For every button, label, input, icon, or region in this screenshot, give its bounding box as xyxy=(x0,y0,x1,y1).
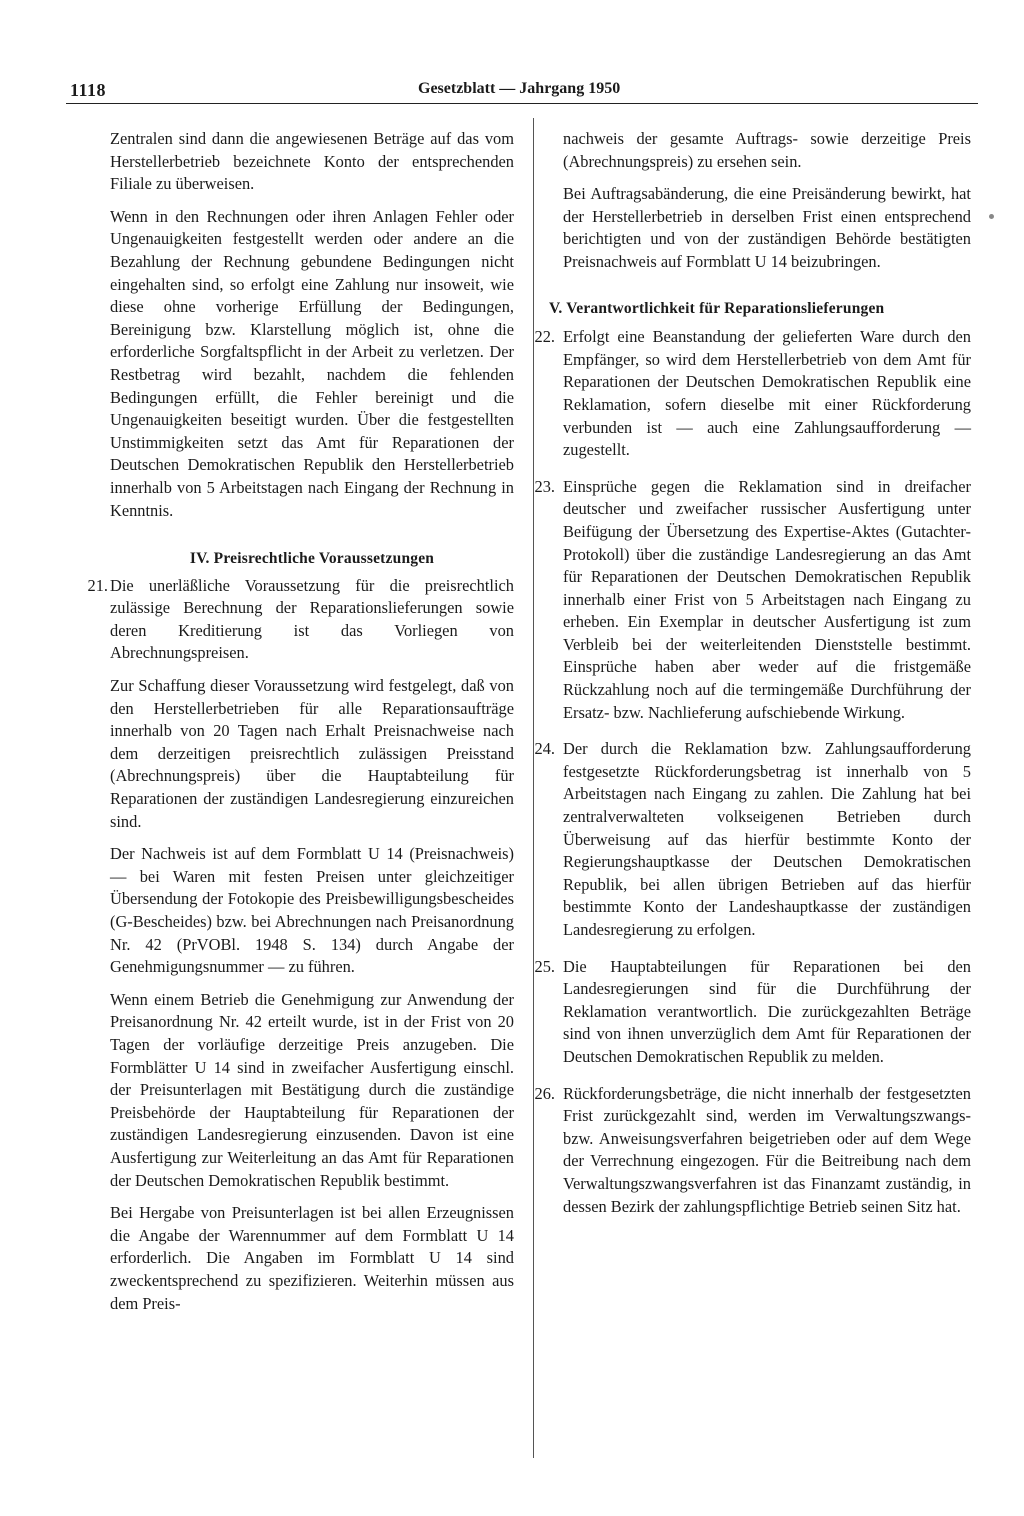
paragraph: nachweis der gesamte Auftrags- sowie derzeitige Preis (Abrechnungspreis) zu ersehen sein. xyxy=(563,129,971,171)
paragraph: Einsprüche gegen die Reklamation sind in dreifacher deutscher und zweifacher russischer Ausfertigung unter Beifügung der Übersetzung des Expertise-Aktes (Gutachter-Protokoll) über die zuständige Landesregierung an das Amt für Reparationen der Deutschen Demokratischen Republik innerhalb einer Frist von 5 Arbeitstagen nach Eingang zu erheben. Ein Exemplar in deutscher Ausfertigung ist zum Verbleib bei der weiterleitenden Dienststelle bestimmt. Einsprüche haben aber weder auf die fristgemäße Rückzahlung noch auf die termingemäße Durchführung der Ersatz- bzw. Nachlieferung aufschiebende Wirkung. xyxy=(563,476,971,722)
paragraph: Zur Schaffung dieser Voraussetzung wird festgelegt, daß von den Herstellerbetrieben für alle Reparationsaufträge innerhalb von 20 Tagen nach Erhalt Preisnachweise nach dem derzeitigen preisrechtlich zulässigen Preisstand (Abrechnungspreis) über die Hauptabteilung für Reparationen der zuständigen Landesregierung einzureichen sind. xyxy=(110,676,514,831)
item-body xyxy=(563,738,971,941)
paragraph: Bei Hergabe von Preisunterlagen ist bei allen Erzeugnissen die Angabe der Warennummer auf dem Formblatt U 14 erforderlich. Die Angaben im Formblatt U 14 sind zweckentsprechend zu spezifizieren. Weiterhin müssen aus dem Preis- xyxy=(110,1203,514,1313)
paragraph: Erfolgt eine Beanstandung der gelieferten Ware durch den Empfänger, so wird dem Herstellerbetrieb von dem Amt für Reparationen der Deutschen Demokratischen Republik eine Reklamation, sofern dieselbe mit einer Rückforderung verbunden ist — auch eine Zahlungsaufforderung — zugestellt. xyxy=(563,327,971,460)
section-heading-iv: IV. Preisrechtliche Voraussetzungen xyxy=(189,550,435,568)
item-body xyxy=(110,575,514,1315)
paragraph: Bei Auftragsabänderung, die eine Preisänderung bewirkt, hat der Herstellerbetrieb in derselben Frist einen entsprechend berichtigten und von der zuständigen Behörde bestätigten Preisnachweis auf Formblatt U 14 beizubringen. xyxy=(563,184,971,271)
item-body xyxy=(563,956,971,1069)
section-heading-v: V. Verantwortlichkeit für Reparationslieferungen xyxy=(549,299,885,317)
paragraph: Zentralen sind dann die angewiesenen Beträge auf das vom Herstellerbetrieb bezeichnete Konto der entsprechenden Filiale zu überweisen. xyxy=(110,129,514,194)
page-number: 1118 xyxy=(70,80,107,100)
item-body xyxy=(563,326,971,462)
print-speck xyxy=(989,214,994,219)
left-column xyxy=(87,128,514,1329)
header-rule xyxy=(66,103,978,104)
numbered-item-21 xyxy=(87,575,514,1315)
item-body xyxy=(563,476,971,725)
numbered-item-24 xyxy=(534,738,971,941)
numbered-item-26 xyxy=(534,1083,971,1219)
numbered-item-22 xyxy=(534,326,971,462)
numbered-item-25 xyxy=(534,956,971,1069)
item-number: 24. xyxy=(534,739,555,759)
right-column xyxy=(534,128,971,1232)
paragraph: Der durch die Reklamation bzw. Zahlungsaufforderung festgesetzte Rückforderungsbetrag ist innerhalb von 5 Arbeitstagen nach Eingang zu zahlen. Die Zahlung hat bei zentralverwalteten volkseigenen Betrieben durch Überweisung auf das hierfür bestimmte Konto der Regierungshauptkasse der Deutschen Demokratischen Republik, bei allen übrigen Betrieben auf das hierfür bestimmte Konto der Landeshauptkasse der zuständigen Landesregierung zu erfolgen. xyxy=(563,739,971,939)
paragraph: Wenn einem Betrieb die Genehmigung zur Anwendung der Preisanordnung Nr. 42 erteilt wurde, ist in der Frist von 20 Tagen der vorläufige derzeitige Preis anzugeben. Die Formblätter U 14 sind in zweifacher Ausfertigung einschl. der Preisunterlagen mit Bestätigung durch die zuständige Preisbehörde der Hauptabteilung für Reparationen der zuständigen Landesregierung einzusenden. Davon ist eine Ausfertigung zur Weiterleitung an das Amt für Reparationen der Deutschen Demokratischen Republik bestimmt. xyxy=(110,989,514,1190)
paragraph: Die Hauptabteilungen für Reparationen bei den Landesregierungen sind für die Durchführung der Reklamation verantwortlich. Die zurückgezahlten Beträge sind von ihnen unverzüglich dem Amt für Reparationen der Deutschen Demokratischen Republik zu melden. xyxy=(563,956,971,1066)
numbered-item-23 xyxy=(534,476,971,725)
paragraph: Die unerläßliche Voraussetzung für die preisrechtlich zulässige Berechnung der Reparationslieferungen sowie deren Kreditierung ist das Vorliegen von Abrechnungspreisen. xyxy=(110,575,514,663)
paragraph: Wenn in den Rechnungen oder ihren Anlagen Fehler oder Ungenauigkeiten festgestellt werden oder andere an die Bezahlung der Rechnung gebundene Bedingungen nicht eingehalten sind, so erfolgt eine Zahlung nur insoweit, wie diese ohne vorherige Erfüllung der Bedingungen, Bereinigung bzw. Klarstellung möglich ist, ohne die erforderliche Sorgfaltspflicht in der Arbeit zu verletzen. Der Restbetrag wird bezahlt, nachdem die fehlenden Bedingungen erfüllt, die Fehler bereinigt und die Ungenauigkeiten beseitigt wurden. Über die festgestellten Unstimmigkeiten setzt das Amt für Reparationen der Deutschen Demokratischen Republik den Herstellerbetrieb innerhalb von 5 Arbeitstagen nach Eingang der Rechnung in Kenntnis. xyxy=(110,206,514,520)
item-number: 25. xyxy=(534,956,555,976)
running-title: Gesetzblatt — Jahrgang 1950 xyxy=(418,80,621,97)
paragraph: Der Nachweis ist auf dem Formblatt U 14 (Preisnachweis) — bei Waren mit festen Preisen unter gleichzeitiger Übersendung der Fotokopie des Preisbewilligungsbescheides (G-Bescheides) bzw. bei Abrechnungen nach Preisanordnung Nr. 42 (PrVOBl. 1948 S. 134) durch Angabe der Genehmigungsnummer — zu führen. xyxy=(110,844,514,977)
item-number: 26. xyxy=(534,1083,555,1103)
item-number: 22. xyxy=(534,327,555,347)
item-number: 21. xyxy=(87,575,108,595)
column-divider xyxy=(533,118,534,1458)
paragraph: Rückforderungsbeträge, die nicht innerhalb der festgesetzten Frist zurückgezahlt sind, werden im Verwaltungszwangs- bzw. Anweisungsverfahren beigetrieben oder auf dem Wege der Verrechnung eingezogen. Für die Beitreibung nach dem Verwaltungszwangsverfahren ist das Finanzamt zuständig, in dessen Bezirk der zahlungspflichtige Betrieb seinen Sitz hat. xyxy=(563,1083,971,1216)
item-body xyxy=(563,1083,971,1219)
item-number: 23. xyxy=(534,476,555,496)
